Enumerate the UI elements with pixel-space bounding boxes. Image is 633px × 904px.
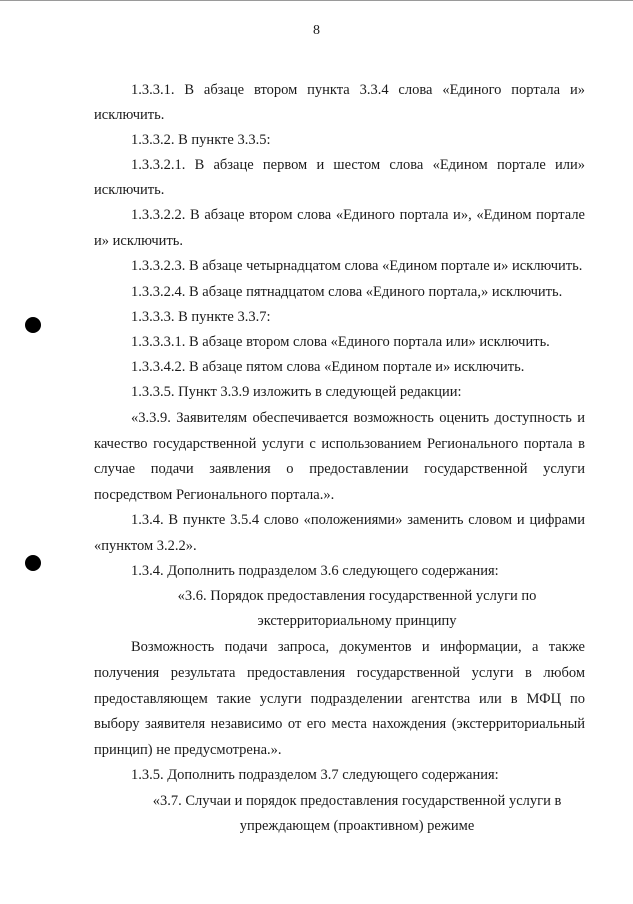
page-number: 8: [313, 23, 320, 38]
text-line: 1.3.3.4.2. В абзаце пятом слова «Едином портале и» исключить.: [131, 359, 525, 375]
text-line: 1.3.3.2.4. В абзаце пятнадцатом слова «Единого портала,» исключить.: [131, 284, 563, 300]
text-line: 1.3.4. В пункте 3.5.4 слово «положениями» заменить словом и цифрами: [131, 512, 585, 528]
text-line: 1.3.3.2.2. В абзаце втором слова «Единого портала и», «Едином портале: [131, 207, 585, 223]
text-line: предоставляющем такие услуги подразделении агентства или в МФЦ по: [94, 691, 585, 707]
text-line: 1.3.3.2. В пункте 3.3.5:: [131, 132, 271, 148]
text-line: 1.3.5. Дополнить подразделом 3.7 следующего содержания:: [131, 767, 499, 783]
text-line: 1.3.3.3. В пункте 3.3.7:: [131, 309, 271, 325]
text-line: и» исключить.: [94, 233, 184, 249]
text-line: 1.3.3.3.1. В абзаце втором слова «Единого портала или» исключить.: [131, 334, 550, 350]
text-line: 1.3.3.1. В абзаце втором пункта 3.3.4 слова «Единого портала и»: [131, 82, 585, 98]
punch-hole-upper: [25, 317, 41, 333]
text-line: принцип) не предусмотрена.».: [94, 742, 282, 758]
text-line: посредством Регионального портала.».: [94, 487, 335, 503]
text-line: 1.3.3.2.1. В абзаце первом и шестом слова «Едином портале или»: [131, 157, 585, 173]
subsection-heading-line: экстерриториальному принципу: [257, 613, 457, 629]
text-line: исключить.: [94, 107, 165, 123]
text-line: случае подачи заявления о предоставлении государственной услуги: [94, 461, 585, 477]
text-line: 1.3.3.2.3. В абзаце четырнадцатом слова «Едином портале и» исключить.: [131, 258, 583, 274]
scan-top-edge: [0, 0, 633, 1]
text-line: Возможность подачи запроса, документов и информации, а также: [131, 639, 585, 655]
punch-hole-lower: [25, 555, 41, 571]
text-line: исключить.: [94, 182, 165, 198]
subsection-heading-line: «3.7. Случаи и порядок предоставления государственной услуги в: [152, 793, 562, 809]
text-line: «пунктом 3.2.2».: [94, 538, 197, 554]
text-line: 1.3.4. Дополнить подразделом 3.6 следующего содержания:: [131, 563, 499, 579]
text-line: выбору заявителя независимо от его места нахождения (экстерриториальный: [94, 716, 585, 732]
text-line: 1.3.3.5. Пункт 3.3.9 изложить в следующей редакции:: [131, 384, 462, 400]
text-line: получения результата предоставления государственной услуги в любом: [94, 665, 585, 681]
subsection-heading-line: «3.6. Порядок предоставления государственной услуги по: [177, 588, 537, 604]
subsection-heading-line: упреждающем (проактивном) режиме: [239, 818, 475, 834]
text-line: «3.3.9. Заявителям обеспечивается возможность оценить доступность и: [131, 410, 585, 426]
text-line: качество государственной услуги с использованием Регионального портала в: [94, 436, 585, 452]
